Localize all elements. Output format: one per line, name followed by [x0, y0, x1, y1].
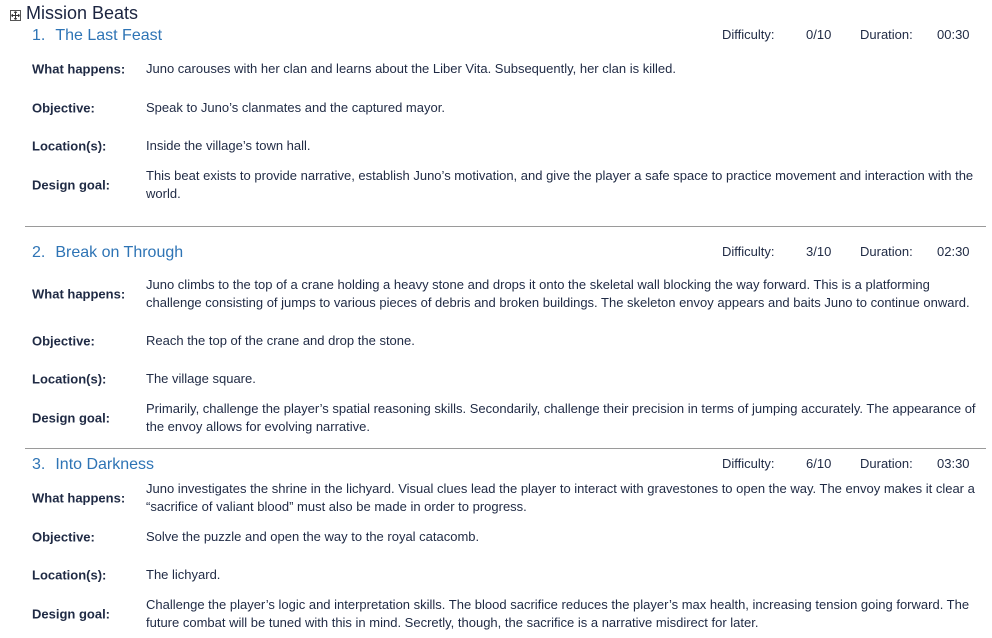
locations-label: Location(s): — [32, 138, 107, 154]
objective-row — [25, 518, 986, 556]
design-goal-text: This beat exists to provide narrative, establish Juno’s motivation, and give the player a safe space to practice movement and interaction with the world. — [146, 168, 974, 201]
beat-title-text: Break on Through — [55, 244, 184, 261]
table-move-handle-icon[interactable] — [10, 10, 21, 21]
beat-header — [25, 27, 986, 49]
what-happens-label: What happens: — [32, 490, 126, 506]
mission-beat-3 — [25, 456, 986, 636]
duration-value: 00:30 — [937, 27, 970, 42]
locations-row — [25, 360, 986, 398]
locations-text: Inside the village’s town hall. — [146, 138, 311, 153]
what-happens-label: What happens: — [32, 286, 126, 302]
beat-title — [32, 456, 154, 474]
what-happens-text: Juno carouses with her clan and learns about the Liber Vita. Subsequently, her clan is killed. — [146, 61, 676, 76]
what-happens-text: Juno investigates the shrine in the lichyard. Visual clues lead the player to interact with gravestones to open the way. The envoy makes it clear a “sacrifice of valiant blood” must also be made in order to progress. — [146, 481, 975, 514]
locations-label: Location(s): — [32, 567, 107, 583]
objective-text: Reach the top of the crane and drop the stone. — [146, 333, 415, 348]
locations-row — [25, 127, 986, 165]
what-happens-row — [25, 49, 986, 89]
what-happens-row — [25, 478, 986, 518]
objective-label: Objective: — [32, 100, 95, 116]
difficulty-label: Difficulty: — [722, 456, 775, 471]
what-happens-text: Juno climbs to the top of a crane holding a heavy stone and drops it onto the skeletal wall blocking the way forward. This is a platforming challenge consisting of jumps to various pieces of debris and broken buildings. The skeleton envoy appears and baits Juno to continue onward. — [146, 277, 970, 310]
locations-label: Location(s): — [32, 371, 107, 387]
difficulty-value: 6/10 — [806, 456, 832, 471]
beat-title — [32, 27, 162, 45]
objective-row — [25, 322, 986, 360]
beat-number: 1. — [32, 27, 46, 44]
difficulty-label: Difficulty: — [722, 27, 775, 42]
design-goal-text: Challenge the player’s logic and interpretation skills. The blood sacrifice reduces the player’s max health, increasing tension going forward. The future combat will be tuned with this in mind. Secretly, though, the sacrifice is a narrative misdirect for later. — [146, 597, 970, 630]
duration-value: 02:30 — [937, 244, 970, 259]
objective-text: Solve the puzzle and open the way to the royal catacomb. — [146, 529, 480, 544]
mission-beat-2 — [25, 244, 986, 449]
locations-text: The lichyard. — [146, 567, 221, 582]
duration-value: 03:30 — [937, 456, 970, 471]
objective-label: Objective: — [32, 529, 95, 545]
design-goal-label: Design goal: — [32, 177, 111, 193]
what-happens-row — [25, 266, 986, 322]
mission-beat-1 — [25, 27, 986, 227]
design-goal-row — [25, 398, 986, 438]
objective-row — [25, 89, 986, 127]
design-goal-label: Design goal: — [32, 606, 111, 622]
beat-header — [25, 456, 986, 478]
design-goal-row — [25, 165, 986, 205]
what-happens-label: What happens: — [32, 61, 126, 77]
beat-header — [25, 244, 986, 266]
locations-text: The village square. — [146, 371, 256, 386]
beat-number: 2. — [32, 244, 46, 261]
duration-label: Duration: — [860, 27, 913, 42]
beat-title-text: Into Darkness — [55, 456, 155, 473]
difficulty-value: 0/10 — [806, 27, 832, 42]
design-goal-text: Primarily, challenge the player’s spatial reasoning skills. Secondarily, challenge their precision in terms of jumping accurately. The appearance of the envoy allows for evolving narrative. — [146, 401, 976, 434]
page-title: Mission Beats — [26, 3, 139, 23]
design-goal-label: Design goal: — [32, 410, 111, 426]
duration-label: Duration: — [860, 456, 913, 471]
objective-text: Speak to Juno’s clanmates and the captured mayor. — [146, 100, 445, 115]
objective-label: Objective: — [32, 333, 95, 349]
difficulty-label: Difficulty: — [722, 244, 775, 259]
locations-row — [25, 556, 986, 594]
beat-title — [32, 244, 183, 262]
difficulty-value: 3/10 — [806, 244, 832, 259]
beat-title-text: The Last Feast — [55, 27, 163, 44]
duration-label: Duration: — [860, 244, 913, 259]
beat-number: 3. — [32, 456, 46, 473]
design-goal-row — [25, 594, 986, 634]
